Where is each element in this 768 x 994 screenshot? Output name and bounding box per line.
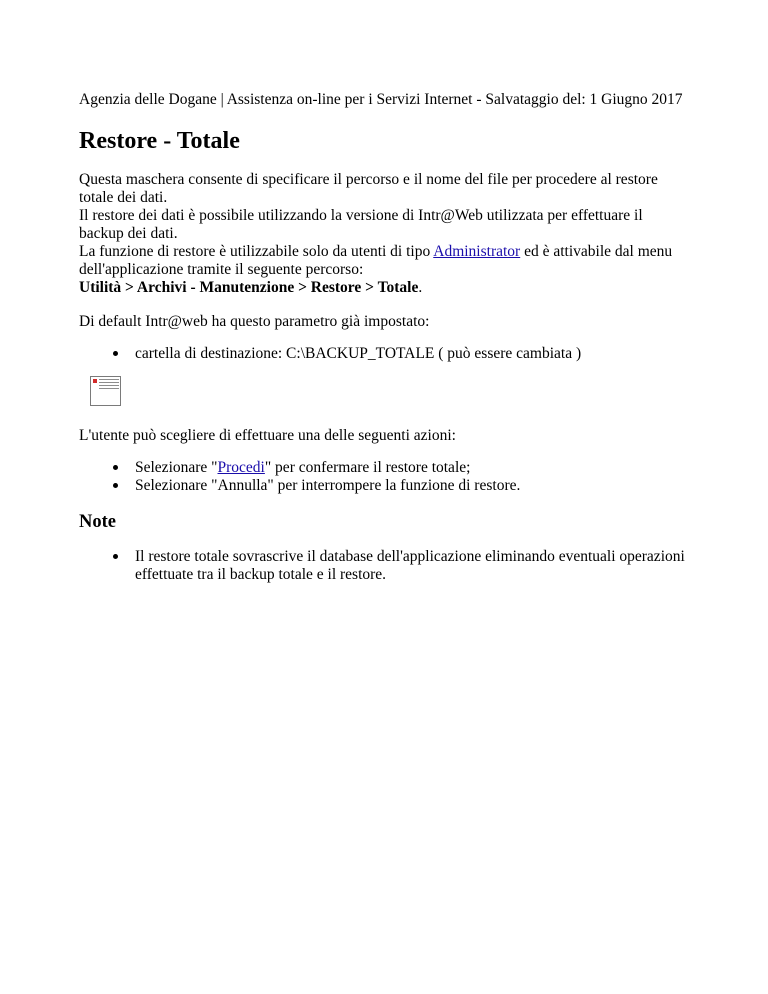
broken-image-icon: [90, 376, 121, 406]
menu-path-bold: Utilità > Archivi - Manutenzione > Restore > Totale: [79, 279, 419, 296]
document-header: Agenzia delle Dogane | Assistenza on-line per i Servizi Internet - Salvataggio del: 1 Giugno 2017: [79, 91, 683, 108]
intro-section: [79, 171, 679, 297]
procedi-link[interactable]: Procedi: [217, 459, 265, 476]
list-item-text: cartella di destinazione: C:\BACKUP_TOTALE ( può essere cambiata ): [135, 345, 582, 362]
action-annulla-text: Selezionare "Annulla" per interrompere la funzione di restore.: [135, 477, 521, 494]
list-item: [79, 345, 581, 363]
list-item: [79, 477, 520, 495]
actions-intro: L'utente può scegliere di effettuare una delle seguenti azioni:: [79, 427, 456, 444]
list-item: [79, 459, 520, 477]
menu-path-end: .: [418, 279, 423, 296]
intro-line-3: [79, 243, 679, 279]
action-procedi-rest: " per confermare il restore totale;: [264, 459, 471, 476]
bullet-icon: [113, 483, 118, 488]
actions-list: [79, 459, 520, 495]
menu-path: [79, 279, 679, 297]
note-title: Note: [79, 512, 116, 532]
intro-line-2: Il restore dei dati è possibile utilizzando la versione di Intr@Web utilizzata per effettuare il backup dei dati.: [79, 207, 643, 242]
action-procedi-text: Selezionare ": [135, 459, 218, 476]
intro-line-3-rest: ed è attivabile dal menu dell'applicazione tramite il seguente percorso:: [79, 243, 673, 278]
note-list: [79, 548, 699, 584]
bullet-icon: [113, 351, 118, 356]
bullet-icon: [113, 465, 118, 470]
intro-line-1: Questa maschera consente di specificare il percorso e il nome del file per procedere al restore totale dei dati.: [79, 171, 658, 206]
broken-image-marker-icon: [93, 379, 97, 383]
image-alt-placeholder: [99, 379, 119, 391]
bullet-icon: [113, 554, 118, 559]
list-item: [79, 548, 699, 584]
administrator-link[interactable]: Administrator: [433, 243, 521, 260]
note-item-text: Il restore totale sovrascrive il database dell'applicazione eliminando eventuali operazioni effettuate tra il backup totale e il restore.: [135, 548, 685, 583]
intro-line-3-text: La funzione di restore è utilizzabile solo da utenti di tipo: [79, 243, 434, 260]
defaults-list: [79, 345, 581, 363]
defaults-intro: Di default Intr@web ha questo parametro già impostato:: [79, 313, 430, 330]
page-title: Restore - Totale: [79, 128, 240, 154]
